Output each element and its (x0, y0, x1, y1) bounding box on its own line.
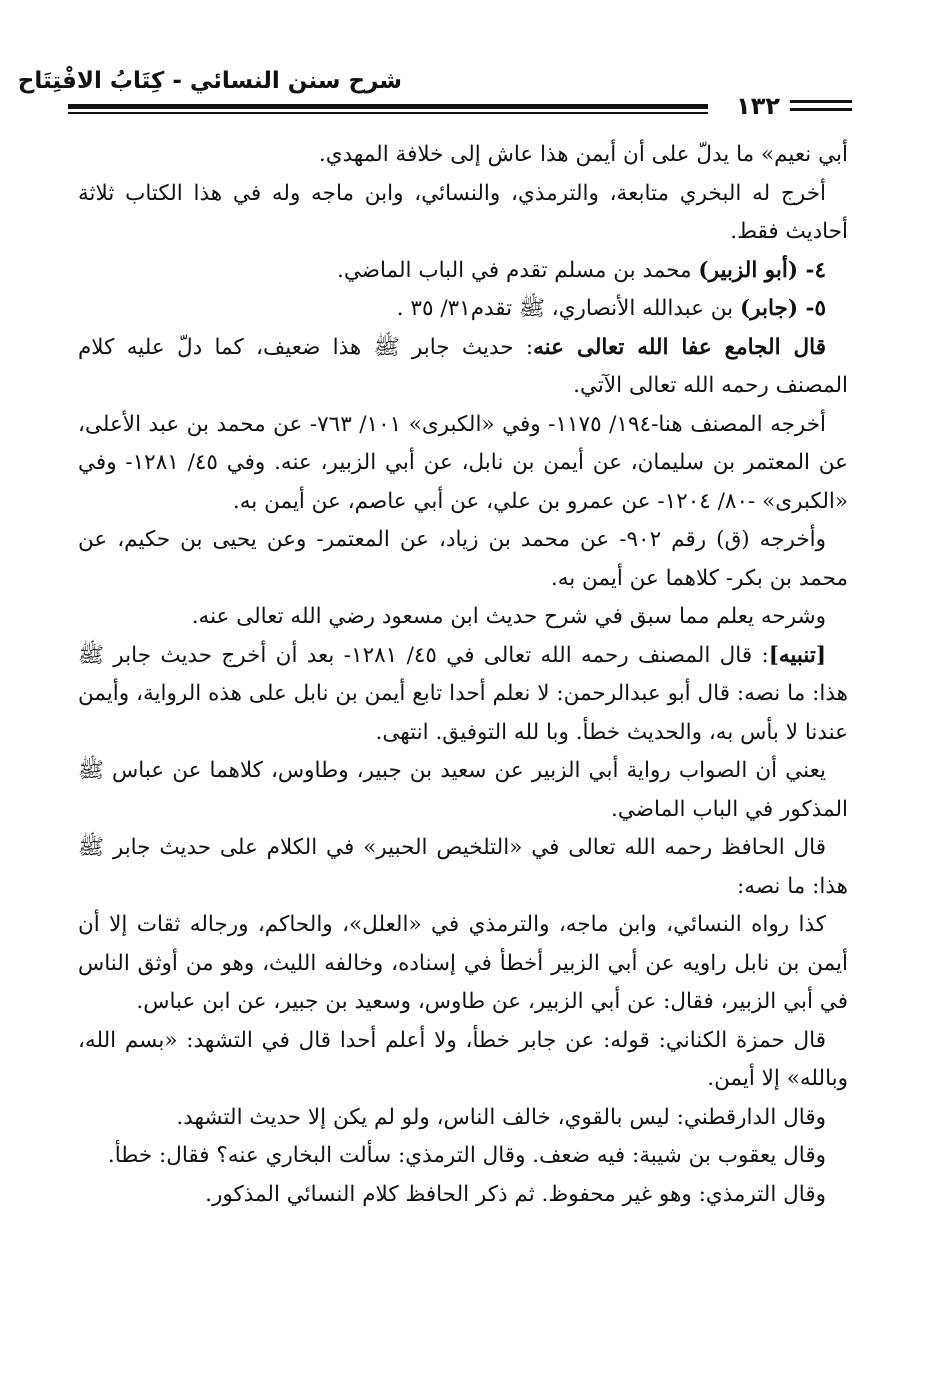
text-segment: كذا رواه النسائي، وابن ماجه، والترمذي في «العلل»، والحاكم، ورجاله ثقات إلا أن أيمن بن نابل راويه عن أبي الزبير أخطأ في إسناده، وخالفه الليث، وهو من أوثق الناس في أبي الزبير، فقال: عن أبي الزبير، عن طاوس، وسعيد بن جبير، عن ابن عباس. (78, 912, 848, 1014)
paragraph (78, 252, 848, 291)
paragraph (78, 290, 848, 329)
page-number-rule-top (790, 100, 852, 103)
text-segment: وأخرجه (ق) رقم ٩٠٢- عن محمد بن زياد، عن المعتمر- وعن يحيى بن حكيم، عن محمد بن بكر- كلاهما عن أيمن به. (78, 527, 848, 591)
paragraph (78, 637, 848, 753)
text-segment: بن عبدالله الأنصاري، ﷺ تقدم٣١/ ٣٥ . (396, 296, 740, 321)
text-segment: وشرحه يعلم مما سبق في شرح حديث ابن مسعود رضي الله تعالى عنه. (191, 604, 826, 629)
bold-segment: ٥- (جابر) (739, 296, 826, 321)
text-segment: قال الحافظ رحمه الله تعالى في «التلخيص الحبير» في الكلام على حديث جابر ﷺ هذا: ما نصه: (78, 835, 848, 899)
paragraph (78, 406, 848, 522)
text-segment: يعني أن الصواب رواية أبي الزبير عن سعيد بن جبير، وطاوس، كلاهما عن عباس ﷺ المذكور في الباب الماضي. (78, 758, 848, 822)
running-title: شرح سنن النسائي - كِتَابُ الافْتِتَاح (17, 68, 402, 94)
text-segment: محمد بن مسلم تقدم في الباب الماضي. (337, 257, 699, 283)
text-segment: : قال المصنف رحمه الله تعالى في ٤٥/ ١٢٨١- بعد أن أخرج حديث جابر ﷺ هذا: ما نصه: قال أبو عبدالرحمن: لا نعلم أحدا تابع أيمن بن نابل على هذه الرواية، وأيمن عندنا لا بأس به، والحديث خطأ. وبا لله التوفيق. انتهى. (78, 642, 848, 745)
header-rule-thin (68, 112, 708, 114)
paragraph (78, 752, 848, 829)
paragraph (78, 175, 848, 252)
paragraph (78, 1022, 848, 1099)
text-segment: أخرجه المصنف هنا-١٩٤/ ١١٧٥- وفي «الكبرى» ١٠١/ ٧٦٣- عن محمد بن عبد الأعلى، عن المعتمر بن سليمان، عن أيمن بن نابل، عن أبي الزبير، عنه. وفي ٤٥/ ١٢٨١- وفي «الكبرى» -٨٠/ ١٢٠٤- عن عمرو بن علي، عن أبي عاصم، عن أيمن به. (78, 411, 848, 514)
text-segment: أبي نعيم» ما يدلّ على أن أيمن هذا عاش إلى خلافة المهدي. (318, 142, 848, 167)
text-segment: أخرج له البخري متابعة، والترمذي، والنسائي، وابن ماجه وله في هذا الكتاب ثلاثة أحاديث فقط. (78, 180, 848, 244)
paragraph (78, 1176, 848, 1215)
paragraph (78, 521, 848, 598)
bold-segment: [تنبيه] (768, 642, 827, 668)
bold-segment: ٤- (أبو الزبير) (698, 257, 826, 283)
bold-segment: قال الجامع عفا الله تعالى عنه (533, 334, 826, 360)
text-segment: وقال يعقوب بن شيبة: فيه ضعف. وقال الترمذي: سألت البخاري عنه؟ فقال: خطأ. (107, 1143, 826, 1168)
paragraph (78, 329, 848, 406)
text-segment: : حديث جابر ﷺ هذا ضعيف، كما دلّ عليه كلام المصنف رحمه الله تعالى الآتي. (78, 334, 848, 398)
text-segment: وقال الترمذي: وهو غير محفوظ. ثم ذكر الحافظ كلام النسائي المذكور. (205, 1181, 826, 1207)
body-text (78, 136, 848, 1214)
paragraph (78, 598, 848, 637)
paragraph (78, 829, 848, 906)
text-segment: وقال الدارقطني: ليس بالقوي، خالف الناس، ولو لم يكن إلا حديث التشهد. (176, 1104, 826, 1130)
paragraph (78, 136, 848, 175)
paragraph (78, 1137, 848, 1176)
header-rule-thick (68, 104, 708, 109)
text-segment: قال حمزة الكناني: قوله: عن جابر خطأ، ولا أعلم أحدا قال في التشهد: «بسم الله، وبالله» إلا أيمن. (78, 1027, 848, 1091)
page-header (17, 66, 852, 122)
page-number-rule-bottom (790, 108, 852, 111)
page-number: ١٣٢ (736, 92, 780, 120)
paragraph (78, 906, 848, 1022)
paragraph (78, 1099, 848, 1138)
